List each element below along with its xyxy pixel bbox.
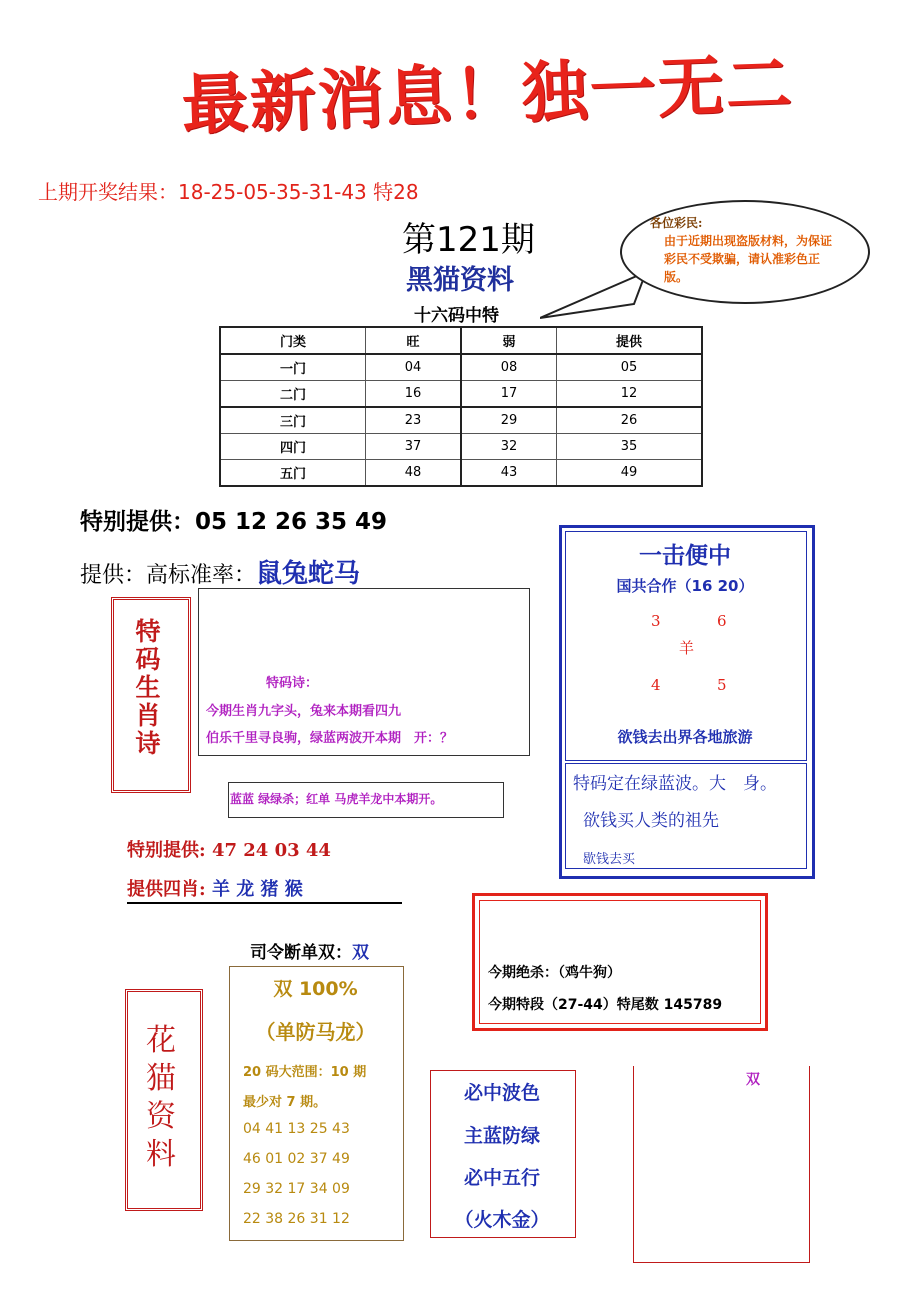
provide-zodiac: 鼠兔蛇马	[256, 559, 361, 589]
table-header: 弱	[461, 327, 556, 354]
table-cell: 32	[461, 434, 556, 460]
notice-line1: 各位彩民:	[650, 216, 703, 230]
four-zodiac-line	[127, 875, 303, 901]
table-cell: 17	[461, 381, 556, 408]
poem-side-char: 码	[135, 645, 161, 674]
table-row	[220, 460, 702, 487]
command-line	[250, 938, 369, 963]
provide-line	[80, 553, 360, 590]
right-empty-box	[633, 1066, 810, 1263]
poem-line1: 今期生肖九字头，兔来本期看四九	[206, 704, 402, 719]
table-header: 旺	[366, 327, 461, 354]
table-cell: 一门	[220, 354, 366, 381]
one-hit-num: 6	[717, 612, 727, 630]
special2-line	[127, 836, 331, 862]
one-hit-num: 4	[651, 676, 661, 694]
special2-nums: 47 24 03 44	[211, 840, 331, 861]
twenty-title: 双 100%	[273, 978, 358, 1000]
flower-side-char: 花	[146, 1023, 176, 1058]
table-cell: 48	[366, 460, 461, 487]
twenty-nums-row: 04 41 13 25 43	[243, 1121, 350, 1137]
table-cell: 05	[556, 354, 702, 381]
brand-title: 黑猫资料	[406, 265, 514, 296]
twenty-nums-row: 22 38 26 31 12	[243, 1211, 350, 1227]
divider	[127, 902, 402, 904]
twenty-nums-row: 29 32 17 34 09	[243, 1181, 350, 1197]
poem-side-char: 诗	[135, 729, 161, 758]
headline: 最新消息！独一无二	[180, 44, 795, 144]
one-hit-num: 5	[717, 676, 727, 694]
flower-side-char: 猫	[146, 1061, 176, 1096]
provide-label: 提供：高标准率：	[80, 563, 257, 588]
table-cell: 26	[556, 407, 702, 434]
special-provide: 特别提供：05 12 26 35 49	[80, 509, 388, 535]
special2-label: 特别提供:	[127, 840, 206, 861]
one-hit-line3: 歇钱去买	[583, 852, 636, 867]
table-row	[220, 434, 702, 460]
table-row	[220, 407, 702, 434]
last-result: 上期开奖结果：18-25-05-35-31-43 特28	[38, 180, 419, 204]
flower-side-label	[125, 1022, 197, 1174]
wave-line: 必中波色	[463, 1082, 540, 1104]
kill-line1: 今期绝杀：（鸡牛狗）	[488, 965, 621, 981]
sixteen-title: 十六码中特	[414, 306, 499, 326]
poem-side-char: 生	[135, 673, 161, 702]
kill-line2: 今期特段（27-44）特尾数 145789	[488, 997, 723, 1013]
one-hit-center: 羊	[679, 639, 695, 657]
table-cell: 二门	[220, 381, 366, 408]
table-cell: 43	[461, 460, 556, 487]
one-hit-line1: 特码定在绿蓝波。大 身。	[573, 774, 777, 794]
table-header-row	[220, 327, 702, 354]
one-hit-line2: 欲钱买人类的祖先	[583, 811, 719, 831]
table-cell: 五门	[220, 460, 366, 487]
table-cell: 29	[461, 407, 556, 434]
wave-line: （火木金）	[454, 1209, 550, 1231]
wave-line: 主蓝防绿	[463, 1125, 540, 1147]
table-cell: 三门	[220, 407, 366, 434]
table-row	[220, 381, 702, 408]
table-cell: 16	[366, 381, 461, 408]
table-cell: 08	[461, 354, 556, 381]
poem-side-char: 肖	[135, 701, 161, 730]
color-hint: 蓝蓝 绿绿杀；红单 马虎羊龙中本期开。	[230, 792, 443, 806]
command-label: 司令断单双：	[250, 943, 352, 963]
one-hit-num: 3	[651, 612, 661, 630]
poem-title: 特码诗：	[266, 676, 319, 691]
one-hit-travel: 欲钱去出界各地旅游	[617, 728, 753, 746]
four-label: 提供四肖:	[127, 879, 206, 900]
twenty-subtitle: （单防马龙）	[255, 1020, 376, 1044]
twenty-nums-row: 46 01 02 37 49	[243, 1151, 350, 1167]
table-cell: 四门	[220, 434, 366, 460]
twenty-range: 20 码大范围：10 期	[243, 1065, 367, 1080]
notice-text	[650, 214, 840, 286]
wave-line: 必中五行	[463, 1167, 540, 1189]
table-cell: 23	[366, 407, 461, 434]
notice-line2: 由于近期出现盗版材料，为保证彩民不受欺骗，请认准彩色正版。	[664, 234, 833, 284]
right-box-text: 双	[746, 1072, 760, 1088]
sixteen-table	[219, 326, 703, 487]
flower-side-char: 料	[146, 1137, 176, 1172]
flower-side-char: 资	[146, 1099, 176, 1134]
one-hit-subtitle: 国共合作（16 20）	[616, 577, 754, 595]
issue-number: 第121期	[402, 220, 535, 260]
twenty-min: 最少对 7 期。	[243, 1095, 327, 1110]
four-zodiac: 羊 龙 猪 猴	[211, 879, 303, 900]
one-hit-title: 一击便中	[639, 542, 731, 569]
table-header: 门类	[220, 327, 366, 354]
poem-side-char: 特	[135, 617, 161, 646]
table-row	[220, 354, 702, 381]
command-value: 双	[352, 943, 369, 963]
table-header: 提供	[556, 327, 702, 354]
table-cell: 37	[366, 434, 461, 460]
table-cell: 04	[366, 354, 461, 381]
table-cell: 12	[556, 381, 702, 408]
poem-line2: 伯乐千里寻良驹，绿蓝两波开本期 开：？	[206, 731, 454, 746]
table-cell: 35	[556, 434, 702, 460]
table-cell: 49	[556, 460, 702, 487]
poem-side-label	[111, 618, 185, 758]
